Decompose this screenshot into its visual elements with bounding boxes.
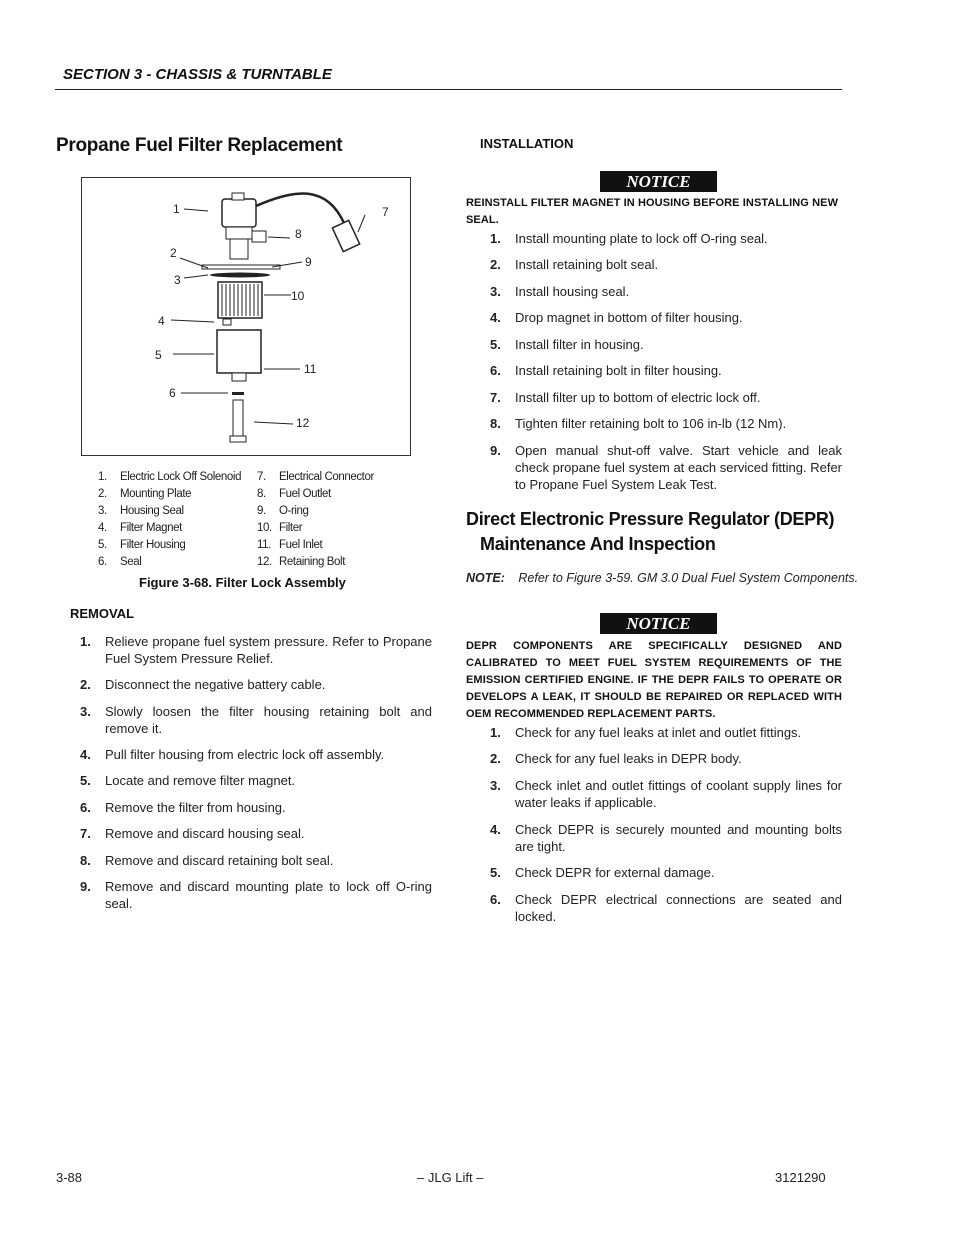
list-item: 4. Pull filter housing from electric lock off assembly. — [80, 747, 385, 762]
solenoid-part — [222, 199, 256, 227]
list-item: 3. Install housing seal. — [490, 284, 630, 299]
removal-heading: REMOVAL — [70, 606, 135, 621]
list-item: 9. Open manual shut-off valve. Start vehicle and leak check propane fuel system at each serviced fitting. Refer to Propane Fuel System Leak Test. — [490, 443, 842, 492]
notice-label: NOTICE — [600, 171, 717, 192]
solenoid-cap — [232, 193, 244, 200]
list-item: 7. Install filter up to bottom of electric lock off. — [490, 390, 761, 405]
list-item: 1. Check for any fuel leaks at inlet and outlet fittings. — [490, 725, 802, 740]
list-item: 2. Disconnect the negative battery cable. — [80, 677, 326, 692]
callout-2: 2 — [170, 246, 177, 260]
depr-steps — [490, 724, 842, 925]
doc-number: 3121290 — [775, 1170, 826, 1185]
list-item: 5. Install filter in housing. — [490, 337, 644, 352]
solenoid-body — [230, 239, 248, 259]
depr-title-line2: Maintenance And Inspection — [480, 534, 716, 554]
installation-steps — [490, 230, 842, 493]
header-rule — [55, 89, 842, 90]
callout-7: 7 — [382, 205, 389, 219]
callout-10: 10 — [291, 289, 305, 303]
note-text: Refer to Figure 3-59. GM 3.0 Dual Fuel System Components. — [518, 571, 859, 585]
bolt-part — [233, 400, 243, 436]
list-item: 4. Drop magnet in bottom of filter housing. — [490, 310, 743, 325]
note — [466, 571, 858, 585]
list-item: 6. Install retaining bolt in filter housing. — [490, 363, 722, 378]
callout-11: 11 — [304, 362, 317, 376]
list-item: 1. Install mounting plate to lock off O-ring seal. — [490, 231, 768, 246]
list-item: 8. Tighten filter retaining bolt to 106 in-lb (12 Nm). — [490, 416, 787, 431]
note-label: NOTE: — [466, 571, 505, 585]
list-item: 2. Check for any fuel leaks in DEPR body. — [490, 751, 742, 766]
bolt-head — [230, 436, 246, 442]
housing-part — [217, 330, 261, 373]
callout-1: 1 — [173, 202, 180, 216]
footer-center: – JLG Lift – — [417, 1170, 484, 1185]
callout-5: 5 — [155, 348, 162, 362]
connector-wire — [256, 193, 344, 223]
seal-part — [232, 392, 244, 395]
list-item: 4. Check DEPR is securely mounted and mounting bolts are tight. — [490, 822, 842, 854]
callout-12: 12 — [296, 416, 310, 430]
depr-title-line1: Direct Electronic Pressure Regulator (DEPR) — [466, 509, 835, 529]
installation-heading: INSTALLATION — [480, 136, 574, 151]
callout-4: 4 — [158, 314, 165, 328]
list-item: 2. Install retaining bolt seal. — [490, 257, 659, 272]
list-item: 1. Relieve propane fuel system pressure. Refer to Propane Fuel System Pressure Relief. — [80, 634, 432, 666]
notice-label: NOTICE — [600, 613, 717, 634]
filter-part — [218, 282, 262, 318]
list-item: 7. Remove and discard housing seal. — [80, 826, 305, 841]
list-item: 6. Remove the filter from housing. — [80, 800, 286, 815]
list-item: 5. Check DEPR for external damage. — [490, 865, 715, 880]
list-item: 6. Check DEPR electrical connections are seated and locked. — [490, 892, 842, 924]
page-title: Propane Fuel Filter Replacement — [56, 135, 343, 156]
figure-caption: Figure 3-68. Filter Lock Assembly — [139, 575, 346, 590]
filter-lock-diagram — [82, 178, 410, 455]
callout-6: 6 — [169, 386, 176, 400]
notice-text: REINSTALL FILTER MAGNET IN HOUSING BEFORE INSTALLING NEW SEAL. — [466, 197, 839, 226]
page-number: 3-88 — [56, 1170, 83, 1185]
removal-steps — [80, 633, 432, 912]
solenoid-neck — [226, 227, 252, 239]
list-item: 3. Slowly loosen the filter housing retaining bolt and remove it. — [80, 704, 432, 736]
section-header: SECTION 3 - CHASSIS & TURNTABLE — [63, 66, 332, 83]
housing-nub — [232, 373, 246, 381]
callout-9: 9 — [305, 255, 312, 269]
list-item: 3. Check inlet and outlet fittings of coolant supply lines for water leaks if applicable. — [490, 778, 842, 810]
connector-part — [332, 220, 359, 251]
list-item: 5. Locate and remove filter magnet. — [80, 773, 296, 788]
list-item: 9. Remove and discard mounting plate to lock off O-ring seal. — [80, 879, 432, 911]
figure-frame — [81, 177, 411, 456]
list-item: 8. Remove and discard retaining bolt seal. — [80, 853, 334, 868]
figure-legend: 1. Electric Lock Off Solenoid 7. Electrical Connector 2. Mounting Plate 8. Fuel Outlet 3. Housing Seal 9. O-ring 4. Filter Magnet 10. Filter 5. Filter Housing 11. Fuel Inlet 6. Seal 12. Retaining Bolt — [98, 470, 374, 568]
fuel-outlet-part — [252, 231, 266, 242]
notice-text: DEPR COMPONENTS ARE SPECIFICALLY DESIGNED AND CALIBRATED TO MEET FUEL SYSTEM REQUIREMENTS OF THE EMISSION CERTIFIED ENGINE. IF THE DEPR FAILS TO OPERATE OR DEVELOPS A LEAK, IT SHOULD BE REPAIRED OR REPLACED WITH OEM RECOMMENDED REPLACEMENT PARTS. — [466, 640, 842, 720]
callout-3: 3 — [174, 273, 181, 287]
mounting-plate-part — [202, 265, 280, 269]
callout-8: 8 — [295, 227, 302, 241]
housing-seal-part — [210, 273, 270, 278]
magnet-part — [223, 319, 231, 325]
